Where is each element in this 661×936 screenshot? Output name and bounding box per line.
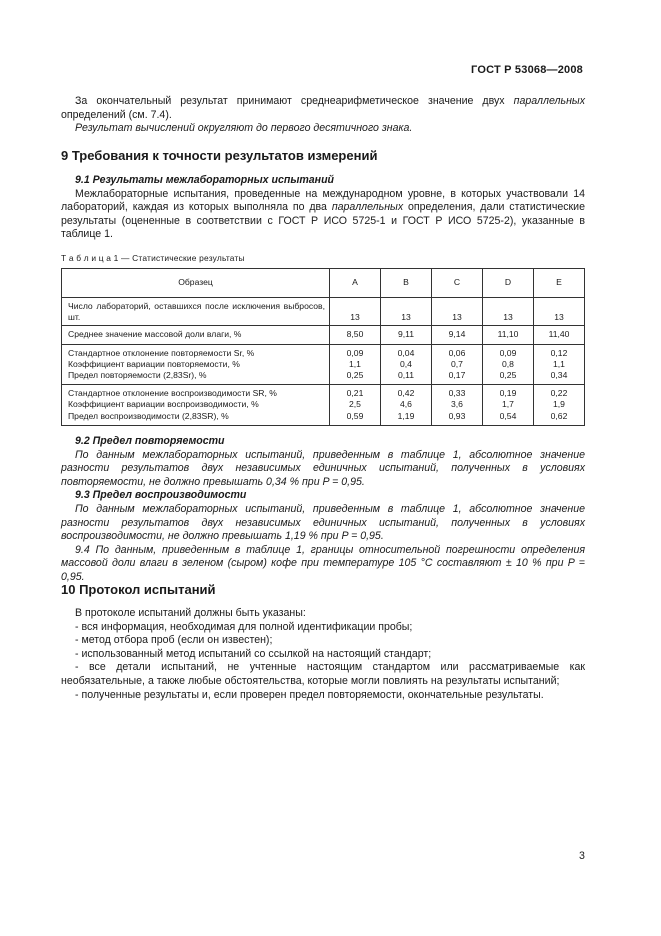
header-b: B <box>381 269 432 298</box>
row-labels-reproducibility <box>62 385 330 426</box>
cell: 9,14 <box>432 326 483 344</box>
s91-text-b: определения, дали статистические результаты (оцененные в соответствии с ГОСТ Р ИСО 5725-1 и ГОСТ Р ИСО 5725-2), указанные в таблице 1. <box>61 201 585 241</box>
subsection-9-2-text: По данным межлабораторных испытаний, приведенным в таблице 1, абсолютное значение разности результатов двух независимых единичных испытаний, полученных в условиях повторяемости, не должно превышать 0,34 % при P = 0,95. <box>61 448 585 488</box>
cell: 0,4 <box>400 358 412 369</box>
cell: 0,21 <box>346 388 364 399</box>
s91-text-a: Межлабораторные испытания, проведенные на международном уровне, в которых участвовали 14 лабораторий, каждая из которых выполняла по два <box>61 187 585 214</box>
label-std-dev-reprod: Стандартное отклонение воспроизводимости SR, % <box>68 388 277 399</box>
cell-group <box>381 385 432 426</box>
statistics-table <box>61 268 585 426</box>
subsection-9-4-text: 9.4 По данным, приведенным в таблице 1, границы относительной погрешности определения массовой доли влаги в зеленом (сыром) кофе при температуре 105 °С составляют ± 10 % при P = 0,95. <box>61 543 585 583</box>
cell: 0,34 <box>550 370 568 381</box>
subsection-9-2-title: 9.2 Предел повторяемости <box>75 435 225 447</box>
cell-group <box>483 344 534 385</box>
cell: 0,06 <box>448 347 466 358</box>
cell: 0,04 <box>397 347 415 358</box>
cell: 0,8 <box>502 358 514 369</box>
table-header-row <box>62 269 585 298</box>
s91-emphasis: параллельных <box>331 201 404 214</box>
list-item: - все детали испытаний, не учтенные настоящим стандартом или рассматриваемые как необязательные, а также любые обстоятельства, которые могли повлиять на результаты испытаний; <box>61 661 585 687</box>
cell: 13 <box>432 298 483 326</box>
subsection-9-3-title: 9.3 Предел воспроизводимости <box>75 489 247 502</box>
cell: 0,62 <box>550 410 568 421</box>
cell-group <box>432 344 483 385</box>
cell: 0,09 <box>499 347 517 358</box>
cell: 0,7 <box>451 358 463 369</box>
sections-9-2-to-9-4 <box>61 435 585 585</box>
table-caption: Т а б л и ц а 1 — Статистические результаты <box>61 253 245 263</box>
subsection-9-3-text: По данным межлабораторных испытаний, приведенным в таблице 1, абсолютное значение разности результатов двух независимых единичных испытаний, полученных в условиях воспроизводимости, не должно превышать 1,19 % при P = 0,95. <box>61 502 585 543</box>
intro-text-b: определений (см. 7.4). <box>61 108 172 121</box>
cell: 4,6 <box>400 399 412 410</box>
cell-group <box>330 385 381 426</box>
cell-group <box>432 385 483 426</box>
intro-text-a: За окончательный результат принимают среднеарифметическое значение двух <box>75 95 514 107</box>
label-cv-repeat: Коэффициент вариации повторяемости, % <box>68 358 240 369</box>
cell: 0,12 <box>550 347 568 358</box>
cell: 13 <box>483 298 534 326</box>
cell-group <box>534 344 585 385</box>
cell: 0,17 <box>448 370 466 381</box>
cell-group <box>330 344 381 385</box>
page-number: 3 <box>579 850 585 862</box>
cell: 1,9 <box>553 399 565 410</box>
table-row <box>62 344 585 385</box>
label-limit-reprod: Предел воспроизводимости (2,83SR), % <box>68 410 229 421</box>
cell: 13 <box>381 298 432 326</box>
cell: 1,1 <box>349 358 361 369</box>
intro-block <box>61 95 585 136</box>
cell: 13 <box>534 298 585 326</box>
protocol-intro: В протоколе испытаний должны быть указаны: <box>75 607 306 619</box>
cell: 11,40 <box>534 326 585 344</box>
section-9-1 <box>61 174 585 242</box>
cell: 13 <box>330 298 381 326</box>
header-e: E <box>534 269 585 298</box>
section-10-body <box>61 607 585 702</box>
table-row <box>62 385 585 426</box>
cell: 0,42 <box>397 388 415 399</box>
rounding-note: Результат вычислений округляют до первого десятичного знака. <box>75 122 413 135</box>
section-10-heading: 10 Протокол испытаний <box>61 582 216 597</box>
intro-emphasis: параллельных <box>513 95 585 107</box>
cell: 2,5 <box>349 399 361 410</box>
table-row <box>62 298 585 326</box>
cell: 9,11 <box>381 326 432 344</box>
label-limit-repeat: Предел повторяемости (2,83Sr), % <box>68 370 207 381</box>
header-sample: Образец <box>62 269 330 298</box>
header-d: D <box>483 269 534 298</box>
cell: 0,11 <box>397 370 415 381</box>
list-item: - метод отбора проб (если он известен); <box>75 634 273 647</box>
list-item: - полученные результаты и, если проверен предел повторяемости, окончательные результаты. <box>75 688 544 701</box>
cell: 11,10 <box>483 326 534 344</box>
cell: 0,59 <box>346 410 364 421</box>
header-a: A <box>330 269 381 298</box>
list-item: - использованный метод испытаний со ссылкой на настоящий стандарт; <box>75 647 432 660</box>
cell: 0,25 <box>499 370 517 381</box>
subsection-9-1-title: 9.1 Результаты межлабораторных испытаний <box>75 174 335 186</box>
row-label-mean: Среднее значение массовой доли влаги, % <box>62 326 330 344</box>
cell: 1,19 <box>397 410 415 421</box>
row-label-labs: Число лабораторий, оставшихся после исключения выбросов, шт. <box>62 298 330 326</box>
subsection-9-1-text <box>61 188 585 242</box>
section-9-heading: 9 Требования к точности результатов измерений <box>61 148 378 163</box>
cell: 0,93 <box>448 410 466 421</box>
label-std-dev-repeat: Стандартное отклонение повторяемости Sr, % <box>68 347 255 358</box>
document-code: ГОСТ Р 53068—2008 <box>471 64 583 76</box>
intro-paragraph <box>61 95 585 122</box>
cell-group <box>381 344 432 385</box>
header-c: C <box>432 269 483 298</box>
table-row <box>62 326 585 344</box>
cell: 0,33 <box>448 388 466 399</box>
cell: 3,6 <box>451 399 463 410</box>
cell: 0,54 <box>499 410 517 421</box>
cell: 1,7 <box>502 399 514 410</box>
cell-group <box>483 385 534 426</box>
cell: 8,50 <box>330 326 381 344</box>
cell: 0,22 <box>550 388 568 399</box>
cell: 1,1 <box>553 358 565 369</box>
cell-group <box>534 385 585 426</box>
cell: 0,19 <box>499 388 517 399</box>
label-cv-reprod: Коэффициент вариации воспроизводимости, % <box>68 399 259 410</box>
cell: 0,25 <box>346 370 364 381</box>
cell: 0,09 <box>346 347 364 358</box>
list-item: - вся информация, необходимая для полной идентификации пробы; <box>75 620 413 633</box>
row-labels-repeatability <box>62 344 330 385</box>
